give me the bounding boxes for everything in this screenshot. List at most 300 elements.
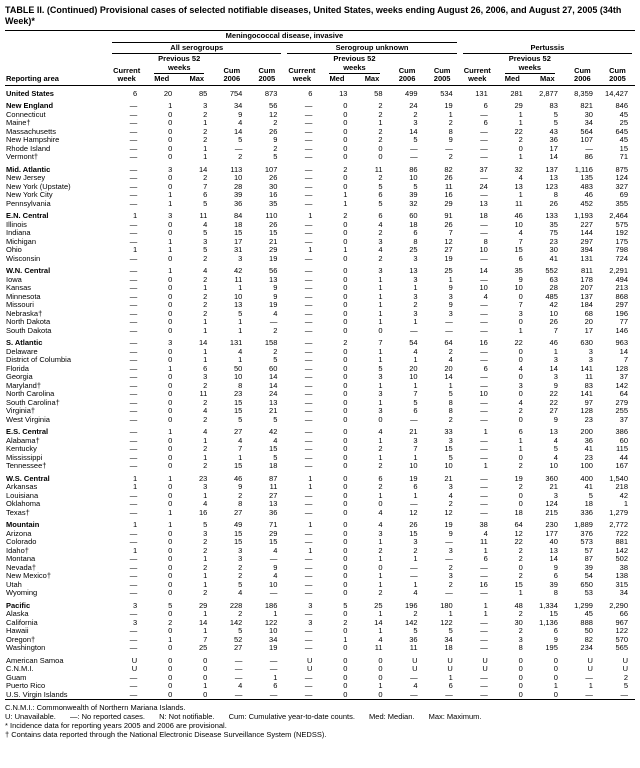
value-cell: 27 (269, 490, 278, 500)
footnote-cnmi: C.N.M.I.: Commonwealth of Northern Mariana Islands. (5, 703, 186, 712)
value-cell: — (480, 346, 488, 356)
value-cell: 1 (518, 152, 523, 161)
value-cell: 5 (378, 198, 383, 208)
reporting-area-cell: New York (Upstate) (6, 182, 71, 191)
value-cell: 10 (269, 579, 278, 589)
value-cell: 26 (444, 173, 453, 182)
value-cell: 3 (168, 211, 173, 220)
table-row (5, 145, 635, 154)
value-cell: 1,193 (574, 211, 593, 220)
table-row (5, 348, 635, 357)
value-cell: — (480, 143, 488, 153)
reporting-area-cell: Connecticut (6, 110, 46, 119)
max-header: Max (179, 74, 214, 85)
value-cell: 41 (584, 444, 593, 453)
med-header: Med (495, 74, 530, 85)
value-cell: — (129, 372, 138, 381)
value-cell: 3 (448, 308, 453, 318)
value-cell: 0 (168, 300, 173, 309)
value-cell: — (304, 528, 313, 538)
value-cell: — (129, 571, 138, 580)
value-cell: — (304, 135, 313, 144)
value-cell: 1 (168, 634, 173, 644)
value-cell: — (304, 427, 313, 436)
value-cell: 6 (483, 118, 488, 127)
value-cell: 13 (409, 266, 418, 275)
value-cell: 1 (343, 245, 348, 254)
value-cell: 7 (203, 181, 208, 191)
value-cell: 5 (203, 198, 208, 208)
value-cell: 138 (615, 571, 628, 580)
value-cell: 230 (545, 520, 558, 529)
table-row (5, 581, 635, 590)
value-cell: 18 (479, 211, 488, 220)
value-cell: 2 (448, 152, 453, 161)
value-cell: 42 (619, 490, 628, 500)
value-cell: 3 (308, 600, 313, 610)
value-cell: 0 (343, 317, 348, 326)
value-cell: — (304, 689, 313, 699)
value-cell: — (269, 554, 278, 563)
value-cell: 0 (168, 609, 173, 618)
value-cell: — (129, 198, 138, 208)
value-cell: 0 (343, 325, 348, 335)
value-cell: 0 (343, 406, 348, 415)
value-cell: 2 (378, 545, 383, 555)
value-cell: — (304, 118, 313, 127)
value-cell: 0 (168, 109, 173, 119)
value-cell: 41 (549, 253, 558, 263)
value-cell: 9 (553, 634, 558, 644)
value-cell: — (410, 152, 418, 161)
value-cell: 15 (233, 406, 243, 415)
value-cell: 2 (273, 118, 278, 127)
cum-2006-header: Cum 2006 (565, 54, 600, 85)
value-cell: 10 (233, 372, 243, 381)
value-cell: 10 (479, 389, 488, 398)
value-cell: 2,877 (539, 88, 558, 98)
value-cell: 3 (518, 634, 523, 644)
value-cell: 6 (518, 253, 523, 263)
value-cell: — (129, 490, 138, 500)
value-cell: 124 (615, 173, 628, 182)
value-cell: 2 (203, 588, 208, 597)
value-cell: 1 (203, 152, 208, 161)
value-cell: 3 (378, 266, 383, 275)
value-cell: 394 (580, 245, 593, 254)
value-cell: 0 (518, 414, 523, 424)
reporting-area-cell: E.S. Central (6, 427, 49, 436)
value-cell: 137 (545, 164, 558, 174)
value-cell: 630 (580, 338, 593, 347)
value-cell: — (304, 300, 313, 309)
value-cell: 0 (343, 482, 348, 491)
value-cell: 0 (343, 473, 348, 483)
value-cell: 6 (308, 88, 313, 98)
value-cell: — (129, 173, 138, 182)
value-cell: 84 (233, 211, 243, 220)
value-cell: 1 (413, 355, 418, 364)
value-cell: 0 (168, 228, 173, 237)
value-cell: 218 (615, 482, 628, 491)
reporting-area-cell: Arkansas (6, 483, 38, 491)
value-cell: 14 (198, 617, 208, 627)
value-cell: 3 (238, 253, 243, 263)
value-cell: — (480, 253, 488, 263)
value-cell: 846 (615, 101, 628, 110)
value-cell: 0 (378, 672, 383, 682)
value-cell: 9 (448, 135, 453, 144)
value-cell: 7 (553, 325, 558, 335)
value-cell: 0 (518, 562, 523, 572)
value-cell: 2 (518, 461, 523, 470)
value-cell: 8 (483, 236, 488, 246)
value-cell: 4 (518, 173, 523, 182)
value-cell: 0 (343, 655, 348, 665)
value-cell: 4 (238, 435, 243, 445)
value-cell: 9 (238, 109, 243, 119)
value-cell: — (304, 109, 313, 119)
value-cell: 722 (615, 528, 628, 538)
reporting-area-cell: Kentucky (6, 445, 37, 453)
table-row (5, 284, 635, 293)
value-cell: 2 (203, 253, 208, 263)
value-cell: 2 (238, 562, 243, 572)
value-cell: 0 (168, 562, 173, 572)
value-cell: 178 (580, 274, 593, 284)
value-cell: 2 (203, 135, 208, 144)
value-cell: 13 (269, 274, 278, 284)
value-cell: 4 (273, 308, 278, 318)
value-cell: — (129, 389, 138, 398)
table-row (5, 564, 635, 573)
value-cell: 86 (584, 152, 593, 161)
table-row (5, 174, 635, 183)
value-cell: 4 (448, 355, 453, 364)
value-cell: — (585, 672, 593, 682)
value-cell: — (269, 317, 278, 326)
value-cell: 868 (615, 291, 628, 301)
value-cell: 0 (378, 655, 383, 665)
table-row (5, 246, 635, 255)
value-cell: 5 (413, 181, 418, 191)
value-cell: 11 (585, 372, 593, 381)
value-cell: 2 (203, 545, 208, 555)
value-cell: 9 (273, 135, 278, 144)
value-cell: 8 (448, 126, 453, 136)
value-cell: 0 (168, 571, 173, 580)
value-cell: 0 (343, 291, 348, 301)
value-cell: 100 (580, 461, 593, 470)
value-cell: 0 (168, 397, 173, 407)
value-cell: 1 (448, 672, 453, 682)
value-cell: 1 (413, 554, 418, 563)
table-row (5, 653, 635, 666)
value-cell: 15 (444, 444, 453, 453)
value-cell: 494 (615, 274, 628, 284)
value-cell: 0 (168, 283, 173, 292)
value-cell: 0 (343, 507, 348, 517)
value-cell: 3 (238, 554, 243, 563)
value-cell: — (410, 672, 418, 682)
value-cell: — (304, 380, 313, 390)
value-cell: 1 (308, 545, 313, 555)
value-cell: 2 (518, 626, 523, 635)
value-cell: 2 (273, 325, 278, 335)
table-row (5, 327, 635, 336)
value-cell: — (480, 452, 488, 462)
value-cell: 0 (343, 562, 348, 572)
value-cell: 0 (343, 173, 348, 182)
value-cell: 336 (580, 507, 593, 517)
value-cell: — (129, 228, 138, 237)
current-week-header: Current week (284, 54, 319, 85)
value-cell: 27 (444, 245, 453, 254)
reporting-area-cell: Guam (6, 673, 27, 682)
value-cell: — (234, 689, 243, 699)
value-cell: 14,427 (605, 88, 628, 98)
value-cell: 2 (343, 338, 348, 347)
value-cell: 4 (238, 681, 243, 690)
value-cell: — (129, 118, 138, 127)
value-cell: 8 (238, 499, 243, 508)
value-cell: 0 (168, 308, 173, 318)
value-cell: 20 (584, 317, 593, 326)
table-row (5, 636, 635, 645)
table-row (5, 335, 635, 348)
value-cell: 1 (518, 118, 523, 127)
value-cell: 0 (518, 490, 523, 500)
value-cell: 0 (168, 414, 173, 424)
value-cell: 1 (483, 427, 488, 436)
value-cell: 0 (518, 317, 523, 326)
value-cell: 8 (448, 406, 453, 415)
value-cell: 502 (615, 554, 628, 563)
value-cell: — (129, 308, 138, 318)
value-cell: 3 (203, 482, 208, 491)
value-cell: 1 (378, 681, 383, 690)
value-cell: 31 (233, 245, 243, 254)
value-cell: — (129, 461, 138, 470)
reporting-area-cell: District of Columbia (6, 356, 72, 364)
value-cell: — (304, 571, 313, 580)
value-cell: 18 (514, 507, 523, 517)
reporting-area-cell: Iowa (6, 275, 22, 284)
value-cell: — (480, 325, 488, 335)
value-cell: 56 (269, 101, 278, 110)
value-cell: 7 (378, 338, 383, 347)
value-cell: 0 (343, 363, 348, 373)
value-cell: 38 (479, 520, 488, 529)
value-cell: — (129, 537, 138, 546)
value-cell: 23 (233, 389, 243, 398)
value-cell: 0 (518, 672, 523, 682)
value-cell: 36 (584, 435, 593, 445)
value-cell: 14 (444, 372, 453, 381)
value-cell: 9 (448, 283, 453, 292)
table-row (5, 111, 635, 120)
value-cell: 2 (448, 499, 453, 508)
value-cell: 1 (168, 520, 173, 529)
value-cell: 29 (514, 101, 523, 110)
reporting-area-cell: Missouri (6, 301, 34, 309)
value-cell: 42 (269, 427, 278, 436)
value-cell: 0 (553, 655, 558, 665)
value-cell: 0 (343, 672, 348, 682)
value-cell: 42 (233, 266, 243, 275)
value-cell: 2 (518, 571, 523, 580)
reporting-area-cell: Massachusetts (6, 127, 57, 136)
value-cell: 2 (378, 461, 383, 470)
value-cell: 7 (518, 236, 523, 246)
value-cell: 2 (238, 571, 243, 580)
value-cell: 23 (549, 236, 558, 246)
value-cell: 87 (584, 554, 593, 563)
table-row (5, 589, 635, 598)
value-cell: 14 (374, 617, 383, 627)
value-cell: — (304, 173, 313, 182)
value-cell: — (129, 101, 138, 110)
value-cell: 6 (553, 571, 558, 580)
value-cell: U (447, 655, 453, 665)
value-cell: 1 (203, 143, 208, 153)
value-cell: 71 (619, 152, 628, 161)
reporting-area-cell: Florida (6, 364, 29, 373)
value-cell: 5 (448, 452, 453, 462)
table-row (5, 191, 635, 200)
table-row (5, 293, 635, 302)
value-cell: 45 (619, 135, 628, 144)
value-cell: 0 (343, 499, 348, 508)
value-cell: 0 (518, 499, 523, 508)
value-cell: 4 (203, 499, 208, 508)
value-cell: — (129, 507, 138, 517)
value-cell: 4 (238, 588, 243, 597)
value-cell: — (304, 507, 313, 517)
table-body (5, 85, 635, 700)
value-cell: 8 (518, 643, 523, 652)
value-cell: 4 (413, 588, 418, 597)
value-cell: 26 (444, 219, 453, 229)
reporting-area-cell: Virginia† (6, 407, 36, 415)
value-cell: 11 (199, 389, 208, 398)
reporting-area-cell: Maryland† (6, 381, 42, 390)
value-cell: 645 (615, 126, 628, 136)
reporting-area-cell: Tennessee† (6, 462, 47, 470)
value-cell: 57 (584, 545, 593, 555)
value-cell: 46 (233, 473, 243, 483)
value-cell: 2 (203, 444, 208, 453)
value-cell: 0 (168, 355, 173, 364)
value-cell: 0 (343, 181, 348, 191)
value-cell: 0 (168, 253, 173, 263)
value-cell: 131 (229, 338, 243, 347)
value-cell: 2 (203, 291, 208, 301)
value-cell: 2 (238, 152, 243, 161)
value-cell: 3 (203, 236, 208, 246)
value-cell: — (129, 143, 138, 153)
value-cell: 123 (545, 181, 558, 191)
value-cell: 45 (619, 109, 628, 119)
value-cell: 0 (343, 452, 348, 462)
value-cell: 3 (168, 164, 173, 174)
reporting-area-cell: Kansas (6, 284, 32, 292)
value-cell: — (129, 164, 138, 174)
value-cell: — (129, 236, 138, 246)
value-cell: 1 (378, 571, 383, 580)
value-cell: 4 (448, 490, 453, 500)
value-cell: 2 (378, 588, 383, 597)
value-cell: 15 (269, 228, 278, 237)
value-cell: 1,299 (574, 600, 593, 610)
value-cell: 5 (378, 181, 383, 191)
value-cell: 0 (343, 283, 348, 292)
value-cell: 10 (444, 461, 453, 470)
value-cell: — (304, 609, 313, 618)
value-cell: 19 (444, 101, 453, 110)
value-cell: 27 (233, 643, 243, 652)
value-cell: — (304, 338, 313, 347)
serogroup-unknown-header: Serogroup unknown (284, 43, 459, 55)
value-cell: 11 (269, 482, 278, 491)
value-cell: — (129, 346, 138, 356)
value-cell: 0 (518, 452, 523, 462)
reporting-area-cell: New England (6, 101, 54, 110)
value-cell: 1 (133, 482, 138, 491)
value-cell: 27 (549, 406, 558, 415)
value-cell: 1 (168, 101, 173, 110)
value-cell: 158 (264, 338, 278, 347)
value-cell: 2,772 (609, 520, 628, 529)
value-cell: 1 (378, 452, 383, 462)
value-cell: 6 (133, 88, 138, 98)
value-cell: — (480, 308, 488, 318)
value-cell: 22 (514, 126, 523, 136)
value-cell: — (304, 397, 313, 407)
value-cell: — (304, 101, 313, 110)
value-cell: 1 (518, 190, 523, 199)
value-cell: 4 (238, 346, 243, 356)
value-cell: 29 (269, 245, 278, 254)
value-cell: 142 (229, 617, 243, 627)
value-cell: 7 (238, 444, 243, 453)
value-cell: 0 (343, 266, 348, 275)
value-cell: 11 (199, 211, 208, 220)
footnote-dagger: † Contains data reported through the National Electronic Disease Surveillance System (NEDSS). (5, 730, 327, 739)
value-cell: 15 (233, 461, 243, 470)
table-row (5, 365, 635, 374)
value-cell: 91 (444, 211, 453, 220)
value-cell: 4 (483, 528, 488, 538)
value-cell: 573 (580, 537, 593, 546)
value-cell: 13 (339, 88, 348, 98)
value-cell: 141 (580, 363, 593, 373)
reporting-area-cell: Idaho† (6, 546, 29, 555)
value-cell: 1 (378, 490, 383, 500)
value-cell: 1 (378, 380, 383, 390)
value-cell: 1 (168, 427, 173, 436)
table-row (5, 538, 635, 547)
value-cell: — (480, 397, 488, 407)
value-cell: — (410, 143, 418, 153)
value-cell: 4 (273, 435, 278, 445)
value-cell: 15 (233, 537, 243, 546)
value-cell: 177 (545, 528, 558, 538)
reporting-area-cell: Vermont† (6, 153, 39, 161)
value-cell: 1 (203, 317, 208, 326)
value-cell: 811 (580, 266, 593, 275)
value-cell: 2 (378, 126, 383, 136)
